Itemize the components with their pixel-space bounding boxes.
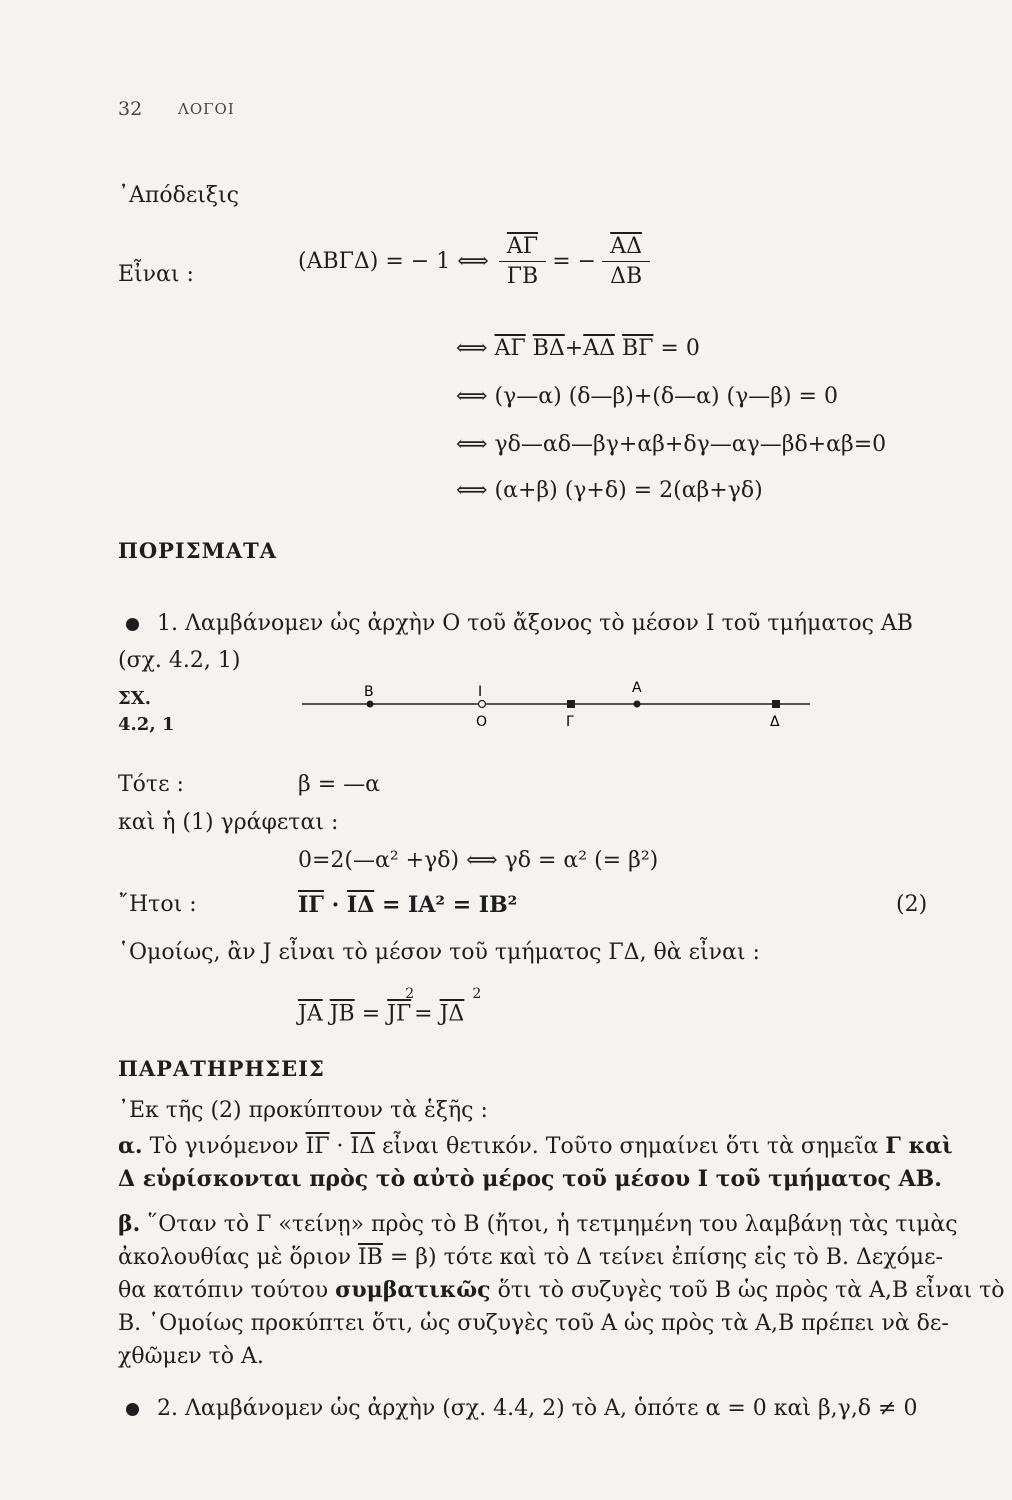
- eq1-lhs: (ΑΒΓΔ) = − 1 ⟺: [298, 249, 489, 274]
- porisma-1-text: 1. Λαμβάνομεν ὡς ἀρχὴν Ο τοῦ ἄξονος τὸ μέσον Ι τοῦ τμήματος ΑΒ: [157, 611, 913, 636]
- htoi-term1: $\overline{I\Gamma}$: [298, 892, 324, 918]
- equation-4: ⟺ γδ—αδ—βγ+αβ+δγ—αγ—βδ+αβ=0: [456, 432, 887, 457]
- point-G: [567, 700, 575, 708]
- figure-caption-1: ΣΧ.: [118, 688, 151, 709]
- remark-b-line1: ῞Οταν τὸ Γ «τείνῃ» πρὸς τὸ Β (ἤτοι, ἡ τετμημένη του λαμβάνῃ τὰς τιμὰς: [147, 1212, 958, 1237]
- remark-b-line3b: ὅτι τὸ συζυγὲς τοῦ Β ὡς πρὸς τὰ Α,Β εἶναι τὸ: [497, 1278, 1005, 1303]
- eq1-fraction-1: [499, 234, 546, 289]
- eq1-frac1-den: ΓΒ: [506, 264, 539, 289]
- omoiws-line: ῾Ομοίως, ἂν J εἶναι τὸ μέσον τοῦ τμήματος ΓΔ, θὰ εἶναι :: [118, 940, 760, 965]
- eq1-frac2-num: $\overline{A\Delta}$: [602, 234, 650, 262]
- proof-title: ᾿Απόδειξις: [118, 183, 239, 208]
- porismata-heading: ΠΟΡΙΣΜΑΤΑ: [118, 538, 278, 563]
- paratiriseis-heading: ΠΑΡΑΤΗΡΗΣΕΙΣ: [118, 1056, 325, 1081]
- point-B: [367, 701, 374, 708]
- htoi-equation: [298, 892, 517, 918]
- eq1-frac1-num: $\overline{A\Gamma}$: [499, 234, 546, 262]
- eq1-frac2-den: ΔΒ: [610, 264, 643, 289]
- equation-cross-ratio: [298, 234, 650, 289]
- equation-2: [456, 336, 700, 361]
- bullet-icon: [126, 618, 139, 631]
- remark-a-label: α.: [118, 1133, 143, 1159]
- j-exp1: 2: [405, 986, 415, 1002]
- remark-a-text2: εἶναι θετικόν. Τοῦτο σημαίνει ὅτι τὰ σημεῖα: [382, 1134, 879, 1159]
- graf-equation: 0=2(—α² +γδ) ⟺ γδ = α² (= β²): [298, 848, 659, 873]
- remark-a-ov2: $\overline{I\Delta}$: [350, 1134, 376, 1159]
- remark-b-line5: χθῶμεν τὸ Α.: [118, 1344, 264, 1369]
- porisma-1: [126, 611, 913, 636]
- j-term1: $\overline{JA}$: [298, 1001, 323, 1027]
- eq2-term3: $\overline{A\Delta}$: [583, 336, 615, 361]
- eq2-term1: $\overline{A\Gamma}$: [494, 336, 526, 361]
- label-I: Ι: [478, 684, 483, 700]
- htoi-rest: = ΙΑ² = ΙΒ²: [374, 892, 518, 918]
- figure-caption-2: 4.2, 1: [118, 714, 175, 735]
- point-D: [772, 700, 780, 708]
- equation-number: (2): [896, 892, 928, 917]
- equation-5: ⟺ (α+β) (γ+δ) = 2(αβ+γδ): [456, 478, 763, 503]
- remark-b-label: β.: [118, 1211, 141, 1237]
- remark-a-bold2: Δ εὑρίσκονται πρὸς τὸ αὐτὸ μέρος τοῦ μέσου Ι τοῦ τμήματος ΑΒ.: [118, 1166, 942, 1192]
- htoi-term2: $\overline{I\Delta}$: [346, 892, 375, 918]
- porisma-2-text: 2. Λαμβάνομεν ὡς ἀρχὴν (σχ. 4.4, 2) τὸ Α, ὁπότε α = 0 καὶ β,γ,δ ≠ 0: [157, 1396, 918, 1421]
- page-number: 32: [118, 98, 143, 120]
- eq1-mid: = −: [552, 249, 597, 274]
- j-term4: $\overline{J\Delta}$: [439, 1001, 465, 1027]
- eq2-plus: +: [564, 336, 584, 361]
- eq2-term4: $\overline{B\Gamma}$: [621, 336, 654, 361]
- eq2-end: = 0: [660, 336, 700, 361]
- remark-a-ov1: $\overline{I\Gamma}$: [305, 1134, 330, 1159]
- htoi-label: ῎Ητοι :: [118, 892, 197, 917]
- label-O: Ο: [476, 714, 488, 730]
- remark-b-line3-bold: συμβατικῶς: [335, 1277, 491, 1303]
- remark-a: [118, 1130, 953, 1195]
- j-term2: $\overline{JB}$: [329, 1001, 355, 1027]
- remark-b-line2a: ἀκολουθίας μὲ ὅριον: [118, 1245, 351, 1270]
- point-O: [479, 701, 486, 708]
- porisma-1-ref: (σχ. 4.2, 1): [118, 648, 241, 673]
- remark-a-dot: ·: [329, 1134, 351, 1159]
- proof-intro: Εἶναι :: [118, 262, 194, 287]
- j-term3: $\overline{J\Gamma}$: [387, 1001, 412, 1027]
- remark-b-line2-ov: $\overline{IB}$: [357, 1245, 383, 1270]
- label-A: Α: [632, 680, 642, 696]
- remark-b-line2b: = β) τότε καὶ τὸ Δ τείνει ἐπίσης εἰς τὸ Β. Δεχόμε-: [389, 1245, 943, 1270]
- tote-equation: β = —α: [298, 772, 380, 797]
- remark-a-bold1: Γ καὶ: [885, 1133, 953, 1159]
- porisma-2: [126, 1396, 917, 1421]
- remark-b-line4: Β. ῾Ομοίως προκύπτει ὅτι, ὡς συζυγὲς τοῦ Α ὡς πρὸς τὰ Α,Β πρέπει νὰ δε-: [118, 1311, 949, 1336]
- paratiriseis-intro: ᾿Εκ τῆς (2) προκύπτουν τὰ ἑξῆς :: [118, 1098, 488, 1123]
- label-B: Β: [364, 684, 374, 700]
- running-title: ΛΟΓΟΙ: [178, 100, 235, 118]
- remark-b: [118, 1208, 1005, 1373]
- number-line-figure: [280, 676, 820, 736]
- eq2-term2: $\overline{B\Delta}$: [532, 336, 565, 361]
- label-G: Γ: [566, 714, 574, 730]
- bullet-icon: [126, 1403, 139, 1416]
- remark-a-text1: Τὸ γινόμενον: [149, 1134, 299, 1159]
- htoi-dot: ·: [323, 892, 347, 918]
- j-equation: [298, 986, 482, 1027]
- label-D: Δ: [770, 714, 780, 730]
- remark-b-line3a: θα κατόπιν τούτου: [118, 1278, 329, 1303]
- kai-line: καὶ ἡ (1) γράφεται :: [118, 810, 339, 835]
- j-eq: =: [354, 1001, 388, 1027]
- equation-3: ⟺ (γ—α) (δ—β)+(δ—α) (γ—β) = 0: [456, 384, 838, 409]
- point-A: [634, 701, 641, 708]
- eq1-fraction-2: [602, 234, 650, 289]
- j-exp2: 2: [472, 986, 482, 1002]
- eq2-arrow: ⟺: [456, 336, 488, 361]
- j-eq2: =: [414, 1001, 440, 1027]
- tote-label: Τότε :: [118, 772, 184, 797]
